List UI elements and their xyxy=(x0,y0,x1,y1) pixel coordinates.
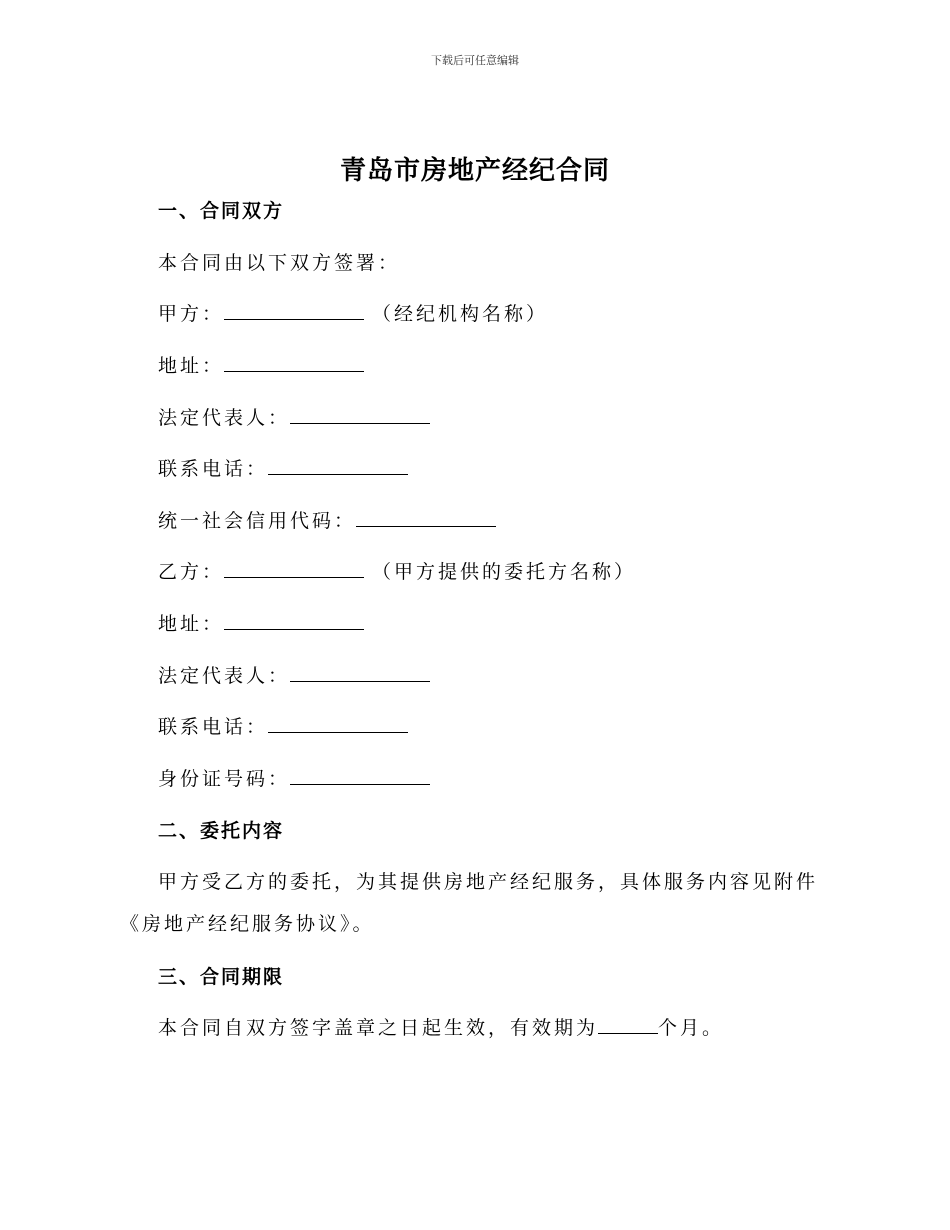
party-a-phone-label: 联系电话： xyxy=(158,458,269,480)
party-b-line xyxy=(158,558,636,586)
party-a-rep-line xyxy=(158,404,438,432)
term-months-blank[interactable] xyxy=(598,1017,658,1034)
party-b-phone-blank[interactable] xyxy=(268,716,408,733)
section3-body-suffix: 个月。 xyxy=(658,1017,725,1039)
party-a-credit-code-line xyxy=(158,507,504,535)
document-title: 青岛市房地产经纪合同 xyxy=(339,156,610,186)
party-a-label: 甲方： xyxy=(158,303,225,325)
party-a-phone-blank[interactable] xyxy=(268,458,408,475)
section1-heading: 一、合同双方 xyxy=(158,200,285,222)
party-b-rep-label: 法定代表人： xyxy=(158,665,291,687)
party-a-rep-label: 法定代表人： xyxy=(158,407,291,429)
section3-heading: 三、合同期限 xyxy=(158,966,285,988)
party-a-line xyxy=(158,300,548,328)
party-b-address-label: 地址： xyxy=(158,613,225,635)
party-b-id-blank[interactable] xyxy=(290,768,430,785)
section3-body xyxy=(158,1014,724,1042)
party-a-address-line xyxy=(158,352,372,380)
party-a-rep-blank[interactable] xyxy=(290,407,430,424)
party-a-credit-code-blank[interactable] xyxy=(356,510,496,527)
party-b-phone-label: 联系电话： xyxy=(158,716,269,738)
party-b-name-blank[interactable] xyxy=(224,561,364,578)
section2-body: 甲方受乙方的委托，为其提供房地产经纪服务，具体服务内容见附件《房地产经纪服务协议》。 xyxy=(120,871,819,935)
section2-heading: 二、委托内容 xyxy=(158,820,285,842)
party-b-rep-line xyxy=(158,662,438,690)
party-a-address-blank[interactable] xyxy=(224,355,364,372)
party-a-name-blank[interactable] xyxy=(224,303,364,320)
party-a-phone-line xyxy=(158,455,416,483)
party-b-address-blank[interactable] xyxy=(224,613,364,630)
party-b-id-line xyxy=(158,765,438,793)
party-b-note: （甲方提供的委托方名称） xyxy=(372,561,637,583)
party-b-rep-blank[interactable] xyxy=(290,665,430,682)
party-b-id-label: 身份证号码： xyxy=(158,768,291,790)
party-a-note: （经纪机构名称） xyxy=(372,303,549,325)
section3-body-prefix: 本合同自双方签字盖章之日起生效，有效期为 xyxy=(158,1017,599,1039)
section1-intro: 本合同由以下双方签署： xyxy=(158,252,401,274)
party-a-credit-code-label: 统一社会信用代码： xyxy=(158,510,357,532)
header-note: 下载后可任意编辑 xyxy=(431,54,519,67)
party-b-label: 乙方： xyxy=(158,561,225,583)
party-a-address-label: 地址： xyxy=(158,355,225,377)
party-b-phone-line xyxy=(158,713,416,741)
party-b-address-line xyxy=(158,610,372,638)
